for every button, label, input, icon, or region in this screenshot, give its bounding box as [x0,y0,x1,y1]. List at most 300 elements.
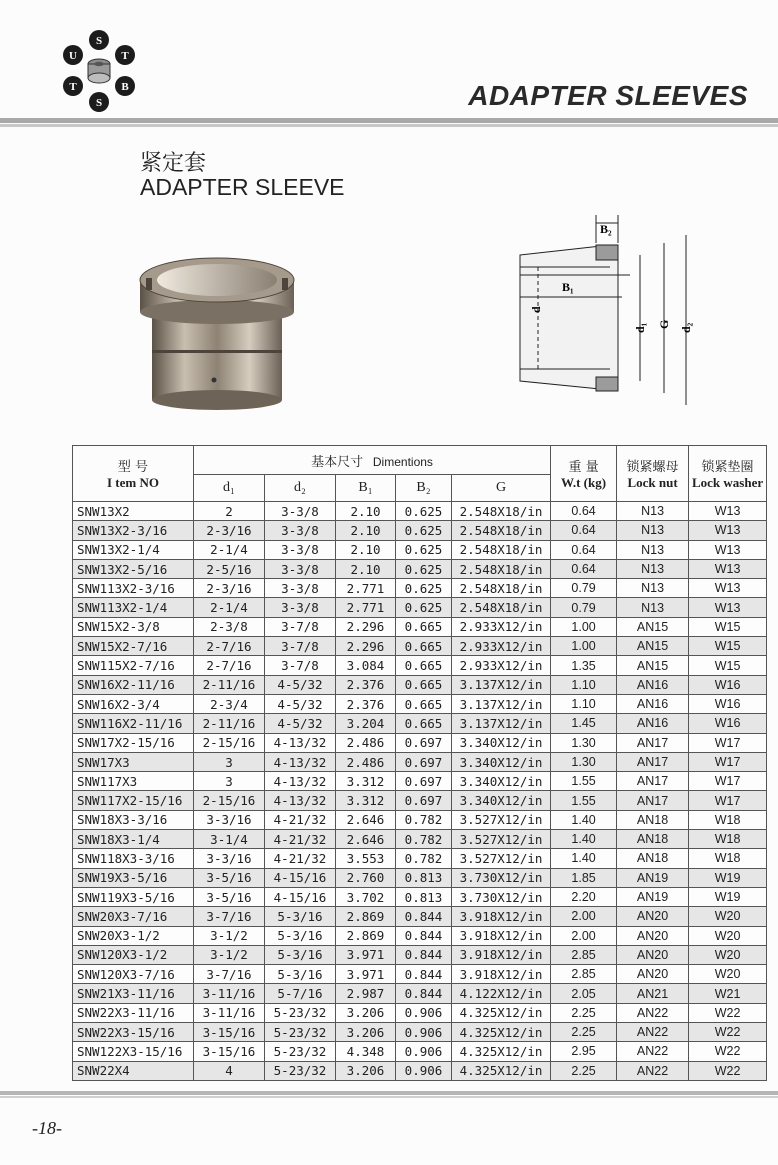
cell-lock-nut: AN17 [617,791,689,810]
cell-g: 3.340X12/in [452,733,551,752]
col-header-d1: d₁ [194,475,265,502]
cell-lock-nut: AN22 [617,1003,689,1022]
cell-lock-nut: AN15 [617,617,689,636]
cell-weight: 2.20 [551,887,617,906]
cell-lock-washer: W13 [689,502,767,521]
cell-g: 3.137X12/in [452,714,551,733]
table-row [73,1061,767,1080]
cell-model: SNW117X2-15/16 [73,791,194,810]
col-header-dims-cn: 基本尺寸 [311,454,364,470]
cell-b1: 2.376 [336,694,396,713]
cell-weight: 2.85 [551,965,617,984]
col-header-model-en: I tem NO [107,475,159,490]
cell-lock-nut: AN22 [617,1042,689,1061]
cell-lock-nut: AN20 [617,965,689,984]
table-row [73,772,767,791]
cell-g: 2.933X12/in [452,637,551,656]
brand-logo [56,28,142,114]
page-number: -18- [32,1118,62,1138]
cell-d1: 2-11/16 [194,714,265,733]
cell-d2: 3-3/8 [265,502,336,521]
col-header-b1: B₁ [336,475,396,502]
cell-lock-washer: W18 [689,810,767,829]
table-row [73,810,767,829]
cell-b2: 0.625 [396,579,452,598]
cell-lock-washer: W15 [689,656,767,675]
cell-g: 3.730X12/in [452,868,551,887]
cell-lock-nut: AN19 [617,868,689,887]
cell-b1: 2.771 [336,598,396,617]
cell-d1: 2-1/4 [194,598,265,617]
cell-lock-washer: W13 [689,559,767,578]
cell-lock-nut: AN20 [617,907,689,926]
cell-b1: 2.10 [336,521,396,540]
table-row [73,849,767,868]
cell-d2: 3-3/8 [265,521,336,540]
cell-d1: 2-1/4 [194,540,265,559]
diagram-label-d: d [529,306,543,313]
cell-lock-nut: N13 [617,502,689,521]
cell-b2: 0.906 [396,1003,452,1022]
cell-d1: 2-15/16 [194,791,265,810]
cell-weight: 2.25 [551,1023,617,1042]
cell-b1: 2.296 [336,617,396,636]
logo-letter: S [95,35,103,47]
cell-lock-nut: AN18 [617,830,689,849]
cell-g: 3.340X12/in [452,772,551,791]
cell-lock-nut: AN17 [617,772,689,791]
cell-weight: 2.95 [551,1042,617,1061]
cell-b1: 3.206 [336,1061,396,1080]
col-header-model-cn: 型 号 [117,460,149,475]
cell-b2: 0.906 [396,1042,452,1061]
cell-b2: 0.782 [396,849,452,868]
adapter-sleeve-drawing [500,205,700,420]
col-header-weight-cn: 重 量 [568,460,599,475]
cell-weight: 0.64 [551,559,617,578]
col-header-weight [551,446,617,502]
cell-d2: 4-21/32 [265,810,336,829]
cell-lock-nut: AN16 [617,694,689,713]
cell-d2: 5-23/32 [265,1042,336,1061]
col-header-lock-nut [617,446,689,502]
cell-lock-washer: W20 [689,926,767,945]
cell-d1: 2-11/16 [194,675,265,694]
cell-d1: 2-3/4 [194,694,265,713]
cell-b1: 2.646 [336,810,396,829]
cell-d1: 3 [194,752,265,771]
cell-model: SNW16X2-3/4 [73,694,194,713]
cell-lock-washer: W22 [689,1023,767,1042]
cell-d2: 3-3/8 [265,579,336,598]
cell-d2: 4-5/32 [265,675,336,694]
col-header-locknut-en: Lock nut [627,475,678,490]
cell-weight: 1.10 [551,675,617,694]
cell-d1: 3-3/16 [194,849,265,868]
cell-model: SNW13X2 [73,502,194,521]
cell-lock-nut: AN16 [617,714,689,733]
table-row [73,907,767,926]
table-row [73,945,767,964]
cell-d1: 3-15/16 [194,1023,265,1042]
cell-g: 3.340X12/in [452,791,551,810]
cell-b1: 3.312 [336,791,396,810]
page-header-title: ADAPTER SLEEVES [468,80,748,111]
cell-g: 4.325X12/in [452,1003,551,1022]
cell-model: SNW18X3-3/16 [73,810,194,829]
cell-d1: 2-5/16 [194,559,265,578]
cell-model: SNW16X2-11/16 [73,675,194,694]
cell-b1: 3.971 [336,965,396,984]
cell-model: SNW22X3-11/16 [73,1003,194,1022]
table-row [73,579,767,598]
cell-lock-nut: AN22 [617,1061,689,1080]
cell-lock-nut: AN18 [617,810,689,829]
cell-b1: 2.646 [336,830,396,849]
cell-b2: 0.625 [396,521,452,540]
cell-weight: 2.05 [551,984,617,1003]
cell-model: SNW113X2-1/4 [73,598,194,617]
cell-model: SNW113X2-3/16 [73,579,194,598]
cell-d2: 3-3/8 [265,559,336,578]
cell-b2: 0.665 [396,637,452,656]
table-row [73,733,767,752]
cell-d1: 4 [194,1061,265,1080]
cell-d1: 3-15/16 [194,1042,265,1061]
cell-weight: 1.55 [551,791,617,810]
spec-table [72,445,767,1081]
cell-d2: 3-3/8 [265,598,336,617]
cell-b2: 0.844 [396,926,452,945]
cell-d2: 4-15/16 [265,887,336,906]
cell-model: SNW13X2-1/4 [73,540,194,559]
cell-lock-washer: W13 [689,540,767,559]
cell-b2: 0.697 [396,772,452,791]
cell-b2: 0.906 [396,1023,452,1042]
cell-g: 3.137X12/in [452,694,551,713]
diagram-label-b1: B₁ [562,280,574,294]
cell-model: SNW118X3-3/16 [73,849,194,868]
cell-b2: 0.665 [396,656,452,675]
cell-weight: 1.85 [551,868,617,887]
cell-d2: 4-5/32 [265,714,336,733]
cell-d1: 2-3/16 [194,521,265,540]
cell-g: 3.527X12/in [452,849,551,868]
cell-model: SNW120X3-1/2 [73,945,194,964]
col-header-model [73,446,194,502]
cell-g: 2.548X18/in [452,579,551,598]
cell-b2: 0.625 [396,540,452,559]
table-row [73,752,767,771]
logo-letter: T [69,81,77,93]
cell-weight: 1.30 [551,733,617,752]
cell-b2: 0.665 [396,617,452,636]
cell-b2: 0.697 [396,752,452,771]
cell-b1: 2.771 [336,579,396,598]
cell-lock-washer: W13 [689,579,767,598]
cell-weight: 1.55 [551,772,617,791]
cell-d2: 3-7/8 [265,637,336,656]
cell-lock-washer: W17 [689,791,767,810]
cell-model: SNW122X3-15/16 [73,1042,194,1061]
cell-g: 2.548X18/in [452,502,551,521]
col-header-d2: d₂ [265,475,336,502]
cell-model: SNW115X2-7/16 [73,656,194,675]
cell-weight: 1.35 [551,656,617,675]
table-row [73,714,767,733]
cell-d1: 2-3/8 [194,617,265,636]
cell-lock-nut: N13 [617,579,689,598]
section-title-cn: 紧定套 [140,151,207,176]
cell-lock-nut: N13 [617,598,689,617]
cell-lock-nut: N13 [617,559,689,578]
cell-d2: 3-3/8 [265,540,336,559]
cell-g: 4.325X12/in [452,1042,551,1061]
cell-d1: 3-11/16 [194,1003,265,1022]
cell-lock-washer: W13 [689,598,767,617]
cell-lock-washer: W15 [689,637,767,656]
cell-b2: 0.625 [396,502,452,521]
cell-model: SNW22X3-15/16 [73,1023,194,1042]
table-row [73,694,767,713]
col-header-washer-cn: 锁紧垫圈 [701,460,754,475]
cell-weight: 2.00 [551,926,617,945]
cell-g: 3.918X12/in [452,945,551,964]
cell-g: 3.527X12/in [452,810,551,829]
cell-b1: 3.204 [336,714,396,733]
cell-g: 2.548X18/in [452,540,551,559]
cell-d1: 3-7/16 [194,907,265,926]
cell-b2: 0.697 [396,791,452,810]
spec-table-wrapper [72,445,766,1081]
cell-d1: 2-7/16 [194,656,265,675]
cell-weight: 1.00 [551,637,617,656]
cell-d2: 3-7/8 [265,617,336,636]
cell-model: SNW13X2-3/16 [73,521,194,540]
table-row [73,887,767,906]
cell-b1: 3.553 [336,849,396,868]
header-rule-thin [0,124,778,127]
cell-lock-nut: AN16 [617,675,689,694]
cell-lock-washer: W20 [689,965,767,984]
cell-b2: 0.813 [396,868,452,887]
cell-lock-nut: AN17 [617,733,689,752]
cell-model: SNW15X2-7/16 [73,637,194,656]
cell-b1: 2.10 [336,540,396,559]
logo-letter: B [121,81,129,93]
cell-lock-washer: W16 [689,714,767,733]
cell-d2: 5-23/32 [265,1023,336,1042]
cell-b2: 0.782 [396,810,452,829]
cell-model: SNW17X2-15/16 [73,733,194,752]
cell-g: 3.730X12/in [452,887,551,906]
cell-weight: 2.25 [551,1061,617,1080]
cell-lock-washer: W17 [689,772,767,791]
section-title-en: ADAPTER SLEEVE [140,174,345,200]
cell-d1: 3-1/2 [194,945,265,964]
cell-d1: 3-5/16 [194,887,265,906]
cell-weight: 0.79 [551,598,617,617]
cell-b2: 0.844 [396,945,452,964]
cell-g: 4.122X12/in [452,984,551,1003]
cell-d1: 3 [194,772,265,791]
cell-d2: 4-13/32 [265,733,336,752]
cell-lock-washer: W18 [689,830,767,849]
logo-letter: U [69,50,77,62]
cell-weight: 1.40 [551,810,617,829]
cell-d1: 2-3/16 [194,579,265,598]
cell-d1: 3-11/16 [194,984,265,1003]
cell-b2: 0.625 [396,559,452,578]
logo-letter: S [95,97,103,109]
col-header-dimensions [194,446,551,475]
table-row [73,868,767,887]
cell-lock-nut: AN21 [617,984,689,1003]
cell-lock-washer: W20 [689,907,767,926]
cell-lock-washer: W22 [689,1042,767,1061]
cell-d2: 4-15/16 [265,868,336,887]
cell-b1: 2.869 [336,926,396,945]
spec-table-body [73,502,767,1081]
cell-lock-washer: W16 [689,675,767,694]
cell-model: SNW13X2-5/16 [73,559,194,578]
cell-lock-washer: W13 [689,521,767,540]
cell-lock-washer: W18 [689,849,767,868]
cell-b2: 0.697 [396,733,452,752]
table-row [73,1003,767,1022]
cell-g: 2.548X18/in [452,559,551,578]
cell-model: SNW17X3 [73,752,194,771]
cell-b1: 3.084 [336,656,396,675]
cell-weight: 0.64 [551,521,617,540]
cell-lock-washer: W17 [689,752,767,771]
cell-b1: 4.348 [336,1042,396,1061]
diagram-label-d1: d₁ [633,322,647,333]
col-header-g: G [452,475,551,502]
cell-d2: 4-21/32 [265,849,336,868]
cell-d1: 3-7/16 [194,965,265,984]
table-row [73,965,767,984]
cell-b2: 0.665 [396,675,452,694]
table-row [73,502,767,521]
footer-rule [0,1091,778,1095]
cell-d2: 5-23/32 [265,1061,336,1080]
cell-model: SNW20X3-7/16 [73,907,194,926]
cell-b2: 0.906 [396,1061,452,1080]
cell-lock-washer: W19 [689,868,767,887]
cell-d1: 3-5/16 [194,868,265,887]
cell-d2: 4-5/32 [265,694,336,713]
table-row [73,791,767,810]
cell-lock-nut: AN20 [617,926,689,945]
cell-b1: 3.206 [336,1023,396,1042]
col-header-b2: B₂ [396,475,452,502]
cell-b1: 2.10 [336,559,396,578]
col-header-weight-en: W.t (kg) [561,475,607,490]
cell-b1: 3.312 [336,772,396,791]
cell-b2: 0.844 [396,907,452,926]
cell-d2: 5-3/16 [265,907,336,926]
cell-b2: 0.813 [396,887,452,906]
cell-g: 4.325X12/in [452,1061,551,1080]
cell-weight: 1.40 [551,830,617,849]
col-header-washer-en: Lock washer [691,475,764,490]
diagram-label-g: G [657,319,671,329]
cell-weight: 0.64 [551,502,617,521]
cell-b2: 0.625 [396,598,452,617]
cell-g: 2.933X12/in [452,617,551,636]
cell-d2: 5-3/16 [265,945,336,964]
table-row [73,617,767,636]
table-row [73,984,767,1003]
cell-d2: 5-7/16 [265,984,336,1003]
cell-lock-nut: AN19 [617,887,689,906]
cell-b2: 0.665 [396,694,452,713]
cell-model: SNW15X2-3/8 [73,617,194,636]
cell-model: SNW21X3-11/16 [73,984,194,1003]
cell-model: SNW116X2-11/16 [73,714,194,733]
cell-d2: 4-21/32 [265,830,336,849]
cell-d2: 4-13/32 [265,791,336,810]
cell-lock-washer: W15 [689,617,767,636]
cell-g: 2.933X12/in [452,656,551,675]
cell-b1: 3.702 [336,887,396,906]
cell-lock-nut: N13 [617,540,689,559]
cell-weight: 1.40 [551,849,617,868]
cell-b1: 2.987 [336,984,396,1003]
cell-b1: 2.10 [336,502,396,521]
cell-lock-washer: W17 [689,733,767,752]
cell-model: SNW117X3 [73,772,194,791]
cell-b1: 2.296 [336,637,396,656]
table-row [73,1023,767,1042]
cell-model: SNW22X4 [73,1061,194,1080]
cell-g: 3.918X12/in [452,907,551,926]
cell-lock-washer: W19 [689,887,767,906]
cell-lock-nut: AN22 [617,1023,689,1042]
cell-b1: 3.971 [336,945,396,964]
table-row [73,559,767,578]
cell-b2: 0.665 [396,714,452,733]
table-row [73,637,767,656]
col-header-locknut-cn: 锁紧螺母 [626,460,679,475]
table-row [73,675,767,694]
logo-letter: T [121,50,129,62]
cell-b1: 2.376 [336,675,396,694]
cell-lock-nut: AN15 [617,637,689,656]
cell-lock-nut: N13 [617,521,689,540]
cell-d1: 3-1/2 [194,926,265,945]
table-row [73,521,767,540]
adapter-sleeve-photo [132,250,302,415]
table-row [73,830,767,849]
cell-d2: 3-7/8 [265,656,336,675]
header-rule [0,118,778,123]
cell-b2: 0.844 [396,965,452,984]
cell-d2: 5-3/16 [265,926,336,945]
table-row [73,540,767,559]
cell-d2: 4-13/32 [265,772,336,791]
cell-b1: 2.486 [336,733,396,752]
diagram-label-d2: d₂ [679,322,693,333]
table-row [73,598,767,617]
cell-g: 3.137X12/in [452,675,551,694]
cell-lock-washer: W20 [689,945,767,964]
cell-b1: 2.869 [336,907,396,926]
cell-lock-nut: AN18 [617,849,689,868]
cell-g: 2.548X18/in [452,598,551,617]
cell-d1: 2-7/16 [194,637,265,656]
